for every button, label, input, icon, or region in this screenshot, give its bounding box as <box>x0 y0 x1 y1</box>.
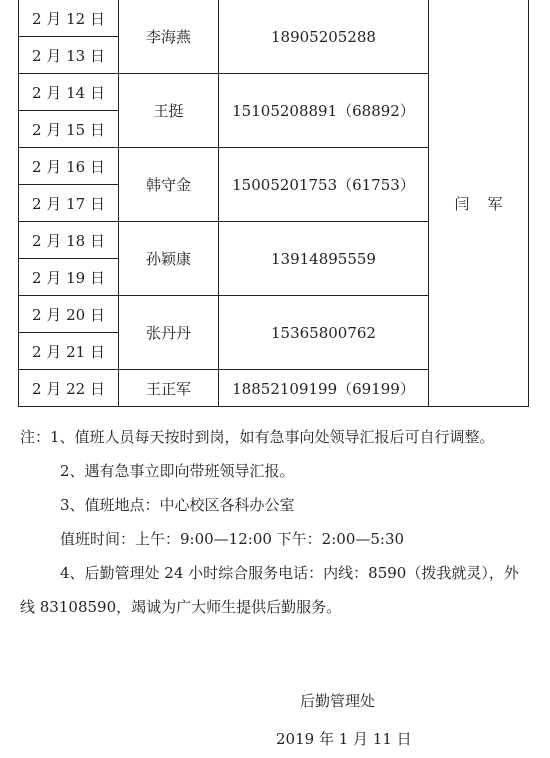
phone-cell: 13914895559 <box>219 222 429 296</box>
note-line: 值班时间：上午：9:00—12:00 下午：2:00—5:30 <box>60 530 405 548</box>
name-cell: 张丹丹 <box>119 296 219 370</box>
note-line: 2、遇有急事立即向带班领导汇报。 <box>60 462 295 480</box>
name-cell: 韩守金 <box>119 148 219 222</box>
date-cell: 2 月 16 日 <box>19 148 119 185</box>
date-cell: 2 月 13 日 <box>19 37 119 74</box>
date-cell: 2 月 18 日 <box>19 222 119 259</box>
note-line: 注：1、值班人员每天按时到岗，如有急事向处领导汇报后可自行调整。 <box>20 428 495 446</box>
supervisor-cell: 闫军 <box>429 0 529 407</box>
notes-section <box>20 420 530 624</box>
phone-cell: 15005201753（61753） <box>219 148 429 222</box>
table-row <box>19 0 529 37</box>
phone-cell: 15105208891（68892） <box>219 74 429 148</box>
date-cell: 2 月 17 日 <box>19 185 119 222</box>
duty-schedule-table <box>18 0 529 407</box>
issue-date: 2019 年 1 月 11 日 <box>276 730 412 748</box>
phone-cell: 15365800762 <box>219 296 429 370</box>
note-line: 4、后勤管理处 24 小时综合服务电话：内线：8590（拨我就灵），外线 83108590，竭诚为广大师生提供后勤服务。 <box>20 564 519 616</box>
name-cell: 王挺 <box>119 74 219 148</box>
date-cell: 2 月 21 日 <box>19 333 119 370</box>
date-cell: 2 月 12 日 <box>19 0 119 37</box>
date-cell: 2 月 15 日 <box>19 111 119 148</box>
note-line: 3、值班地点：中心校区各科办公室 <box>60 496 295 514</box>
name-cell: 王正军 <box>119 370 219 407</box>
date-cell: 2 月 19 日 <box>19 259 119 296</box>
phone-cell: 18905205288 <box>219 0 429 74</box>
name-cell: 孙颖康 <box>119 222 219 296</box>
phone-cell: 18852109199（69199） <box>219 370 429 407</box>
date-cell: 2 月 14 日 <box>19 74 119 111</box>
issuing-office: 后勤管理处 <box>300 692 376 710</box>
name-cell: 李海燕 <box>119 0 219 74</box>
date-cell: 2 月 22 日 <box>19 370 119 407</box>
date-cell: 2 月 20 日 <box>19 296 119 333</box>
